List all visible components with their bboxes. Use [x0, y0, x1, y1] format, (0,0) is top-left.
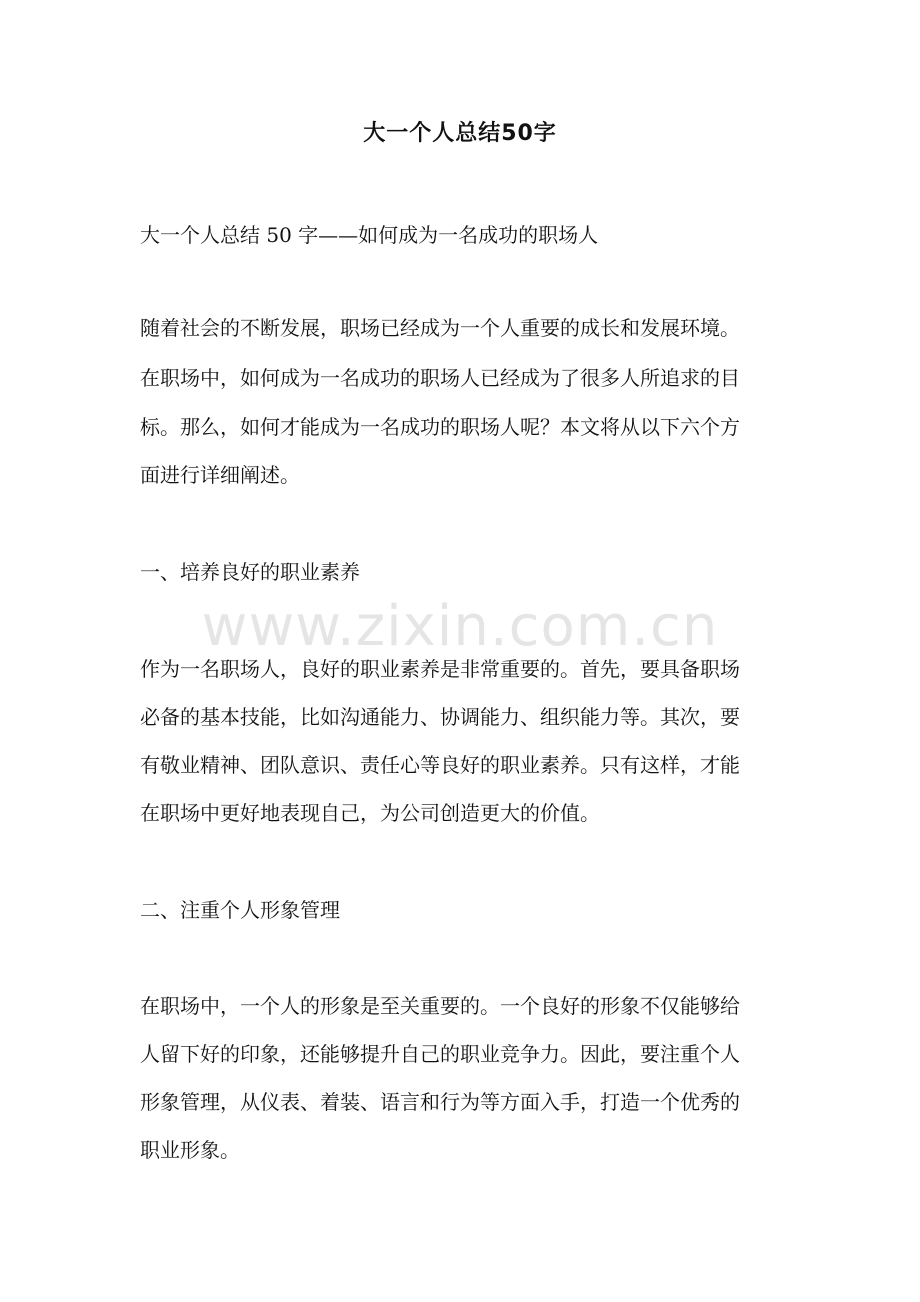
section2-line-1: 在职场中，一个人的形象是至关重要的。一个良好的形象不仅能够给	[140, 994, 740, 1018]
section1-heading: 一、培养良好的职业素养	[140, 560, 360, 584]
section1-line-4: 在职场中更好地表现自己，为公司创造更大的价值。	[140, 801, 600, 825]
intro-line-3: 标。那么，如何才能成为一名成功的职场人呢？本文将从以下六个方	[140, 415, 740, 439]
intro-line-4: 面进行详细阐述。	[140, 463, 300, 487]
document-title: 大一个人总结50字	[363, 121, 557, 146]
section2-line-4: 职业形象。	[140, 1138, 240, 1162]
section1-line-1: 作为一名职场人，良好的职业素养是非常重要的。首先，要具备职场	[140, 657, 740, 681]
watermark-text: www.zixin.com.cn	[201, 594, 719, 659]
section1-line-3: 有敬业精神、团队意识、责任心等良好的职业素养。只有这样，才能	[140, 753, 740, 777]
section2-heading: 二、注重个人形象管理	[140, 898, 340, 922]
section2-line-3: 形象管理，从仪表、着装、语言和行为等方面入手，打造一个优秀的	[140, 1090, 740, 1114]
section1-line-2: 必备的基本技能，比如沟通能力、协调能力、组织能力等。其次，要	[140, 705, 740, 729]
document-subtitle: 大一个人总结 50 字——如何成为一名成功的职场人	[140, 223, 599, 247]
intro-line-1: 随着社会的不断发展，职场已经成为一个人重要的成长和发展环境。	[140, 316, 740, 340]
intro-line-2: 在职场中，如何成为一名成功的职场人已经成为了很多人所追求的目	[140, 366, 740, 390]
section2-line-2: 人留下好的印象，还能够提升自己的职业竞争力。因此，要注重个人	[140, 1042, 740, 1066]
